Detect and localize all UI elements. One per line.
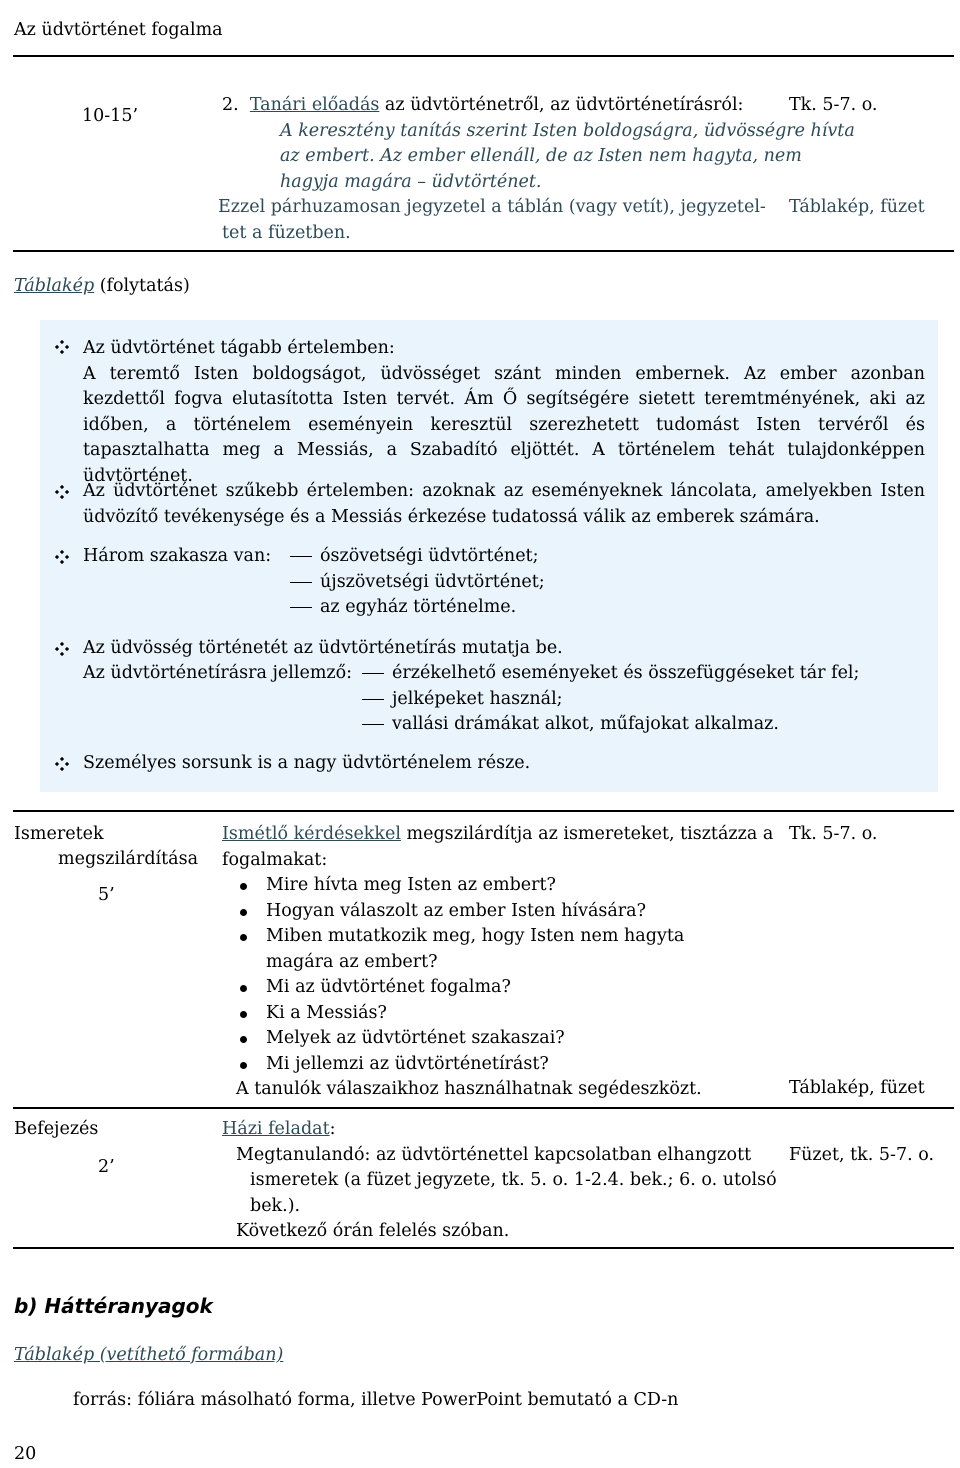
question-item: Miben mutatkozik meg, hogy Isten nem hagyta magára az embert? (236, 924, 756, 975)
row1-tools: Táblakép, füzet (789, 197, 925, 217)
row1-lead-rest: az üdvtörténetről, az üdvtörténetírásról: (379, 95, 744, 115)
board-item-broad-body: A teremtő Isten boldogságot, üdvösséget szánt minden embernek. Az ember azonban kezdettől fogva elutasította Isten tervét. Ám Ő segítségére sietett teremtményének, aki az időben, a történelem eseményein keresztül szerezhetett tudomást Isten tervéről és tapasztalhatta meg a Messiás, a Szabadító eljöttét. A történelem tehát tulajdonképpen üdvtörténet. (83, 363, 925, 486)
row1-line-4: Ezzel párhuzamosan jegyzetel a táblán (vagy vetít), jegyzetel- (218, 197, 766, 217)
row2-closing: A tanulók válaszaikhoz használhatnak segédeszközt. (236, 1079, 702, 1099)
board-item-broad (83, 336, 925, 489)
historiography-label: Az üdvtörténetírásra jellemző: (83, 663, 353, 683)
stages-list (290, 544, 545, 621)
stage-item: az egyház történelme. (320, 597, 517, 617)
row1-rule (13, 250, 954, 252)
row1-italic-1: A keresztény tanítás szerint Isten boldogságra, üdvösségre hívta (280, 120, 855, 141)
row3-time: 2’ (98, 1157, 115, 1177)
tablakep-link[interactable]: Táblakép (14, 276, 95, 296)
row3-top-rule (13, 1107, 954, 1109)
question-item: Melyek az üdvtörténet szakaszai? (236, 1026, 756, 1052)
tablakep-vetitheto-link[interactable]: Táblakép (vetíthető formában) (14, 1345, 284, 1365)
row2-time: 5’ (98, 885, 115, 905)
hazi-feladat-link[interactable]: Házi feladat (222, 1119, 330, 1139)
historiography-line: Az üdvösség történetét az üdvtörténetírás mutatja be. (83, 638, 563, 658)
historiography-item: jelképeket használ; (392, 688, 563, 709)
row1-time: 10-15’ (82, 106, 139, 126)
stage-item: újszövetségi üdvtörténet; (320, 571, 545, 592)
row3-bottom-rule (13, 1247, 954, 1249)
row1-reference: Tk. 5-7. o. (789, 95, 878, 115)
tablakep-heading (14, 274, 190, 300)
row2-top-rule (13, 810, 954, 812)
row3-reference: Füzet, tk. 5-7. o. (789, 1145, 935, 1165)
board-item-broad-title: Az üdvtörténet tágabb értelemben: (83, 338, 395, 358)
row2-reference: Tk. 5-7. o. (789, 824, 878, 844)
row1-number: 2. (222, 95, 239, 115)
stages-label: Három szakasza van: (83, 546, 272, 566)
diamond-bullet-icon (55, 642, 69, 656)
diamond-bullet-icon (55, 757, 69, 771)
row3-line-2: ismeretek (a füzet jegyzete, tk. 5. o. 1-2.4. bek.; 6. o. utolsó (250, 1170, 777, 1190)
tanari-eloadas-link[interactable]: Tanári előadás (249, 95, 380, 115)
historiography-item: vallási drámákat alkot, műfajokat alkalmaz. (392, 714, 779, 734)
diamond-bullet-icon (55, 550, 69, 564)
row3-hw-colon: : (329, 1119, 336, 1139)
personal-fate-line: Személyes sorsunk is a nagy üdvtörténelem része. (83, 753, 531, 773)
row2-label-1: Ismeretek (14, 824, 104, 844)
question-item: Mire hívta meg Isten az embert? (236, 873, 756, 899)
question-item: Hogyan válaszolt az ember Isten hívására? (236, 899, 756, 925)
page-header-title: Az üdvtörténet fogalma (14, 20, 223, 40)
row3-label: Befejezés (14, 1119, 99, 1139)
row1-italic-3: hagyja magára – üdvtörténet. (280, 171, 542, 192)
ismetlo-kerdesek-link[interactable]: Ismétlő kérdésekkel (222, 824, 401, 844)
question-item: Mi az üdvtörténet fogalma? (236, 975, 756, 1001)
diamond-bullet-icon (55, 340, 69, 354)
background-source: forrás: fóliára másolható forma, illetve PowerPoint bemutató a CD-n (73, 1390, 679, 1410)
question-item: Mi jellemzi az üdvtörténetírást? (236, 1052, 756, 1078)
historiography-list (362, 661, 859, 738)
row2-content (222, 822, 774, 1103)
background-heading: b) Háttéranyagok (14, 1294, 213, 1318)
row2-tools: Táblakép, füzet (789, 1078, 925, 1098)
diamond-bullet-icon (55, 485, 69, 499)
question-item: Ki a Messiás? (236, 1001, 756, 1027)
header-rule (13, 55, 954, 57)
row2-lead-rest: megszilárdítja az ismereteket, tisztázza a (400, 824, 774, 844)
historiography-item: érzékelhető eseményeket és összefüggéseket tár fel; (392, 663, 860, 683)
row3-line-4: Következő órán felelés szóban. (236, 1221, 510, 1241)
page-number: 20 (14, 1444, 37, 1464)
board-item-narrow: Az üdvtörténet szűkebb értelemben: azoknak az eseményeknek láncolata, amelyekben Isten üdvözítő tevékenysége és a Messiás érkezése tudatossá válik az emberek számára. (83, 481, 925, 527)
row3-line-1: Megtanulandó: az üdvtörténettel kapcsolatban elhangzott (236, 1144, 752, 1165)
row3-content (222, 1117, 782, 1245)
tablakep-heading-rest: (folytatás) (94, 276, 190, 296)
row3-line-3: bek.). (250, 1195, 301, 1216)
row2-label-2: megszilárdítása (58, 849, 199, 869)
stage-item: ószövetségi üdvtörténet; (320, 546, 539, 566)
row2-lead-2: fogalmakat: (222, 849, 328, 870)
row1-italic-2: az embert. Az ember ellenáll, de az Isten nem hagyta, nem (280, 146, 802, 166)
row1-line-5: tet a füzetben. (222, 222, 351, 243)
question-list (236, 873, 756, 1077)
